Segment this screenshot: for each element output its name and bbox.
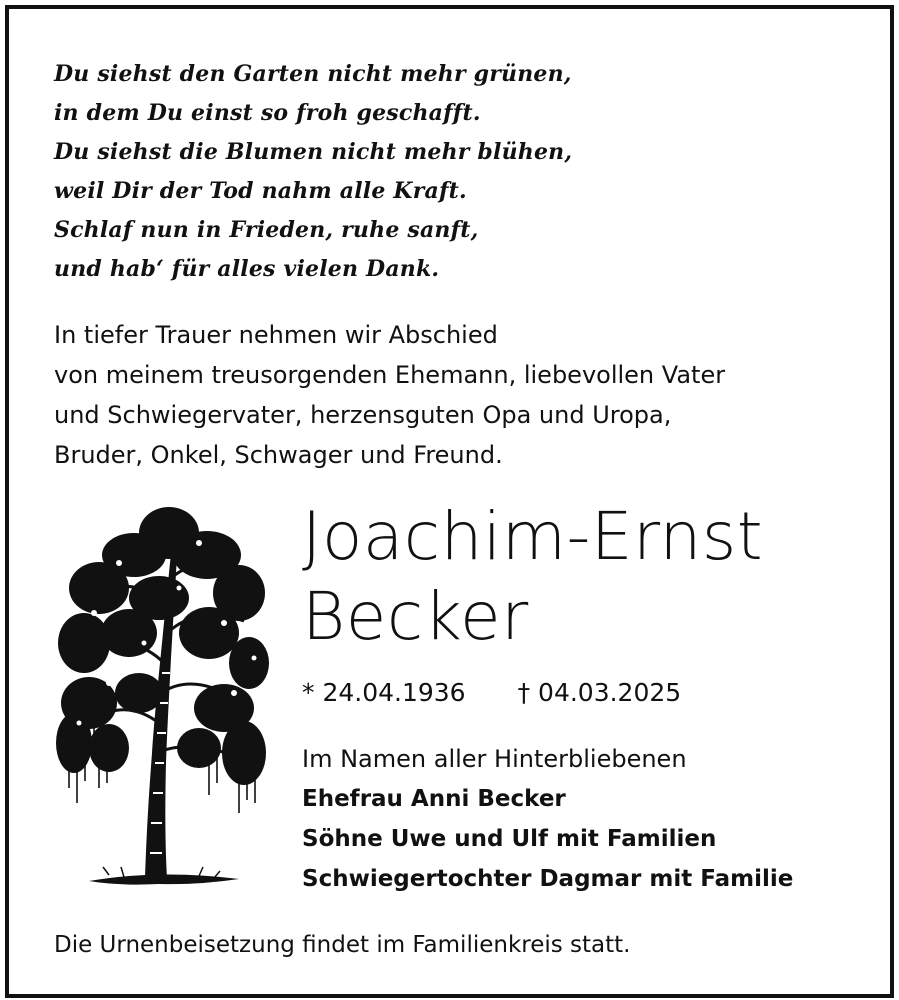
farewell-line: und Schwiegervater, herzensguten Opa und Uropa, [54, 401, 672, 429]
poem [54, 55, 572, 289]
death-date: † 04.03.2025 [517, 678, 682, 707]
deceased-last-name: Becker [302, 578, 529, 655]
poem-line: in dem Du einst so froh geschafft. [54, 100, 481, 126]
family-member: Söhne Uwe und Ulf mit Familien [302, 826, 717, 852]
birch-tree-icon [49, 493, 269, 893]
family-member: Ehefrau Anni Becker [302, 786, 566, 812]
poem-line: Du siehst die Blumen nicht mehr blühen, [54, 139, 573, 165]
birth-date: * 24.04.1936 [302, 678, 466, 707]
poem-line: weil Dir der Tod nahm alle Kraft. [54, 178, 467, 204]
farewell-text [54, 315, 725, 475]
life-dates [302, 673, 681, 713]
farewell-line: In tiefer Trauer nehmen wir Abschied [54, 321, 498, 349]
family-member: Schwiegertochter Dagmar mit Familie [302, 866, 794, 892]
burial-note: Die Urnenbeisetzung findet im Familienkreis statt. [54, 932, 631, 958]
poem-line: Schlaf nun in Frieden, ruhe sanft, [54, 217, 479, 243]
deceased-name [302, 497, 763, 657]
deceased-first-name: Joachim-Ernst [302, 498, 764, 575]
farewell-line: von meinem treusorgenden Ehemann, liebevollen Vater [54, 361, 726, 389]
poem-line: und hab‘ für alles vielen Dank. [54, 256, 440, 282]
obituary-card [5, 5, 894, 998]
family-signature [302, 739, 793, 899]
farewell-line: Bruder, Onkel, Schwager und Freund. [54, 441, 503, 469]
family-intro: Im Namen aller Hinterbliebenen [302, 745, 687, 773]
poem-line: Du siehst den Garten nicht mehr grünen, [54, 61, 572, 87]
